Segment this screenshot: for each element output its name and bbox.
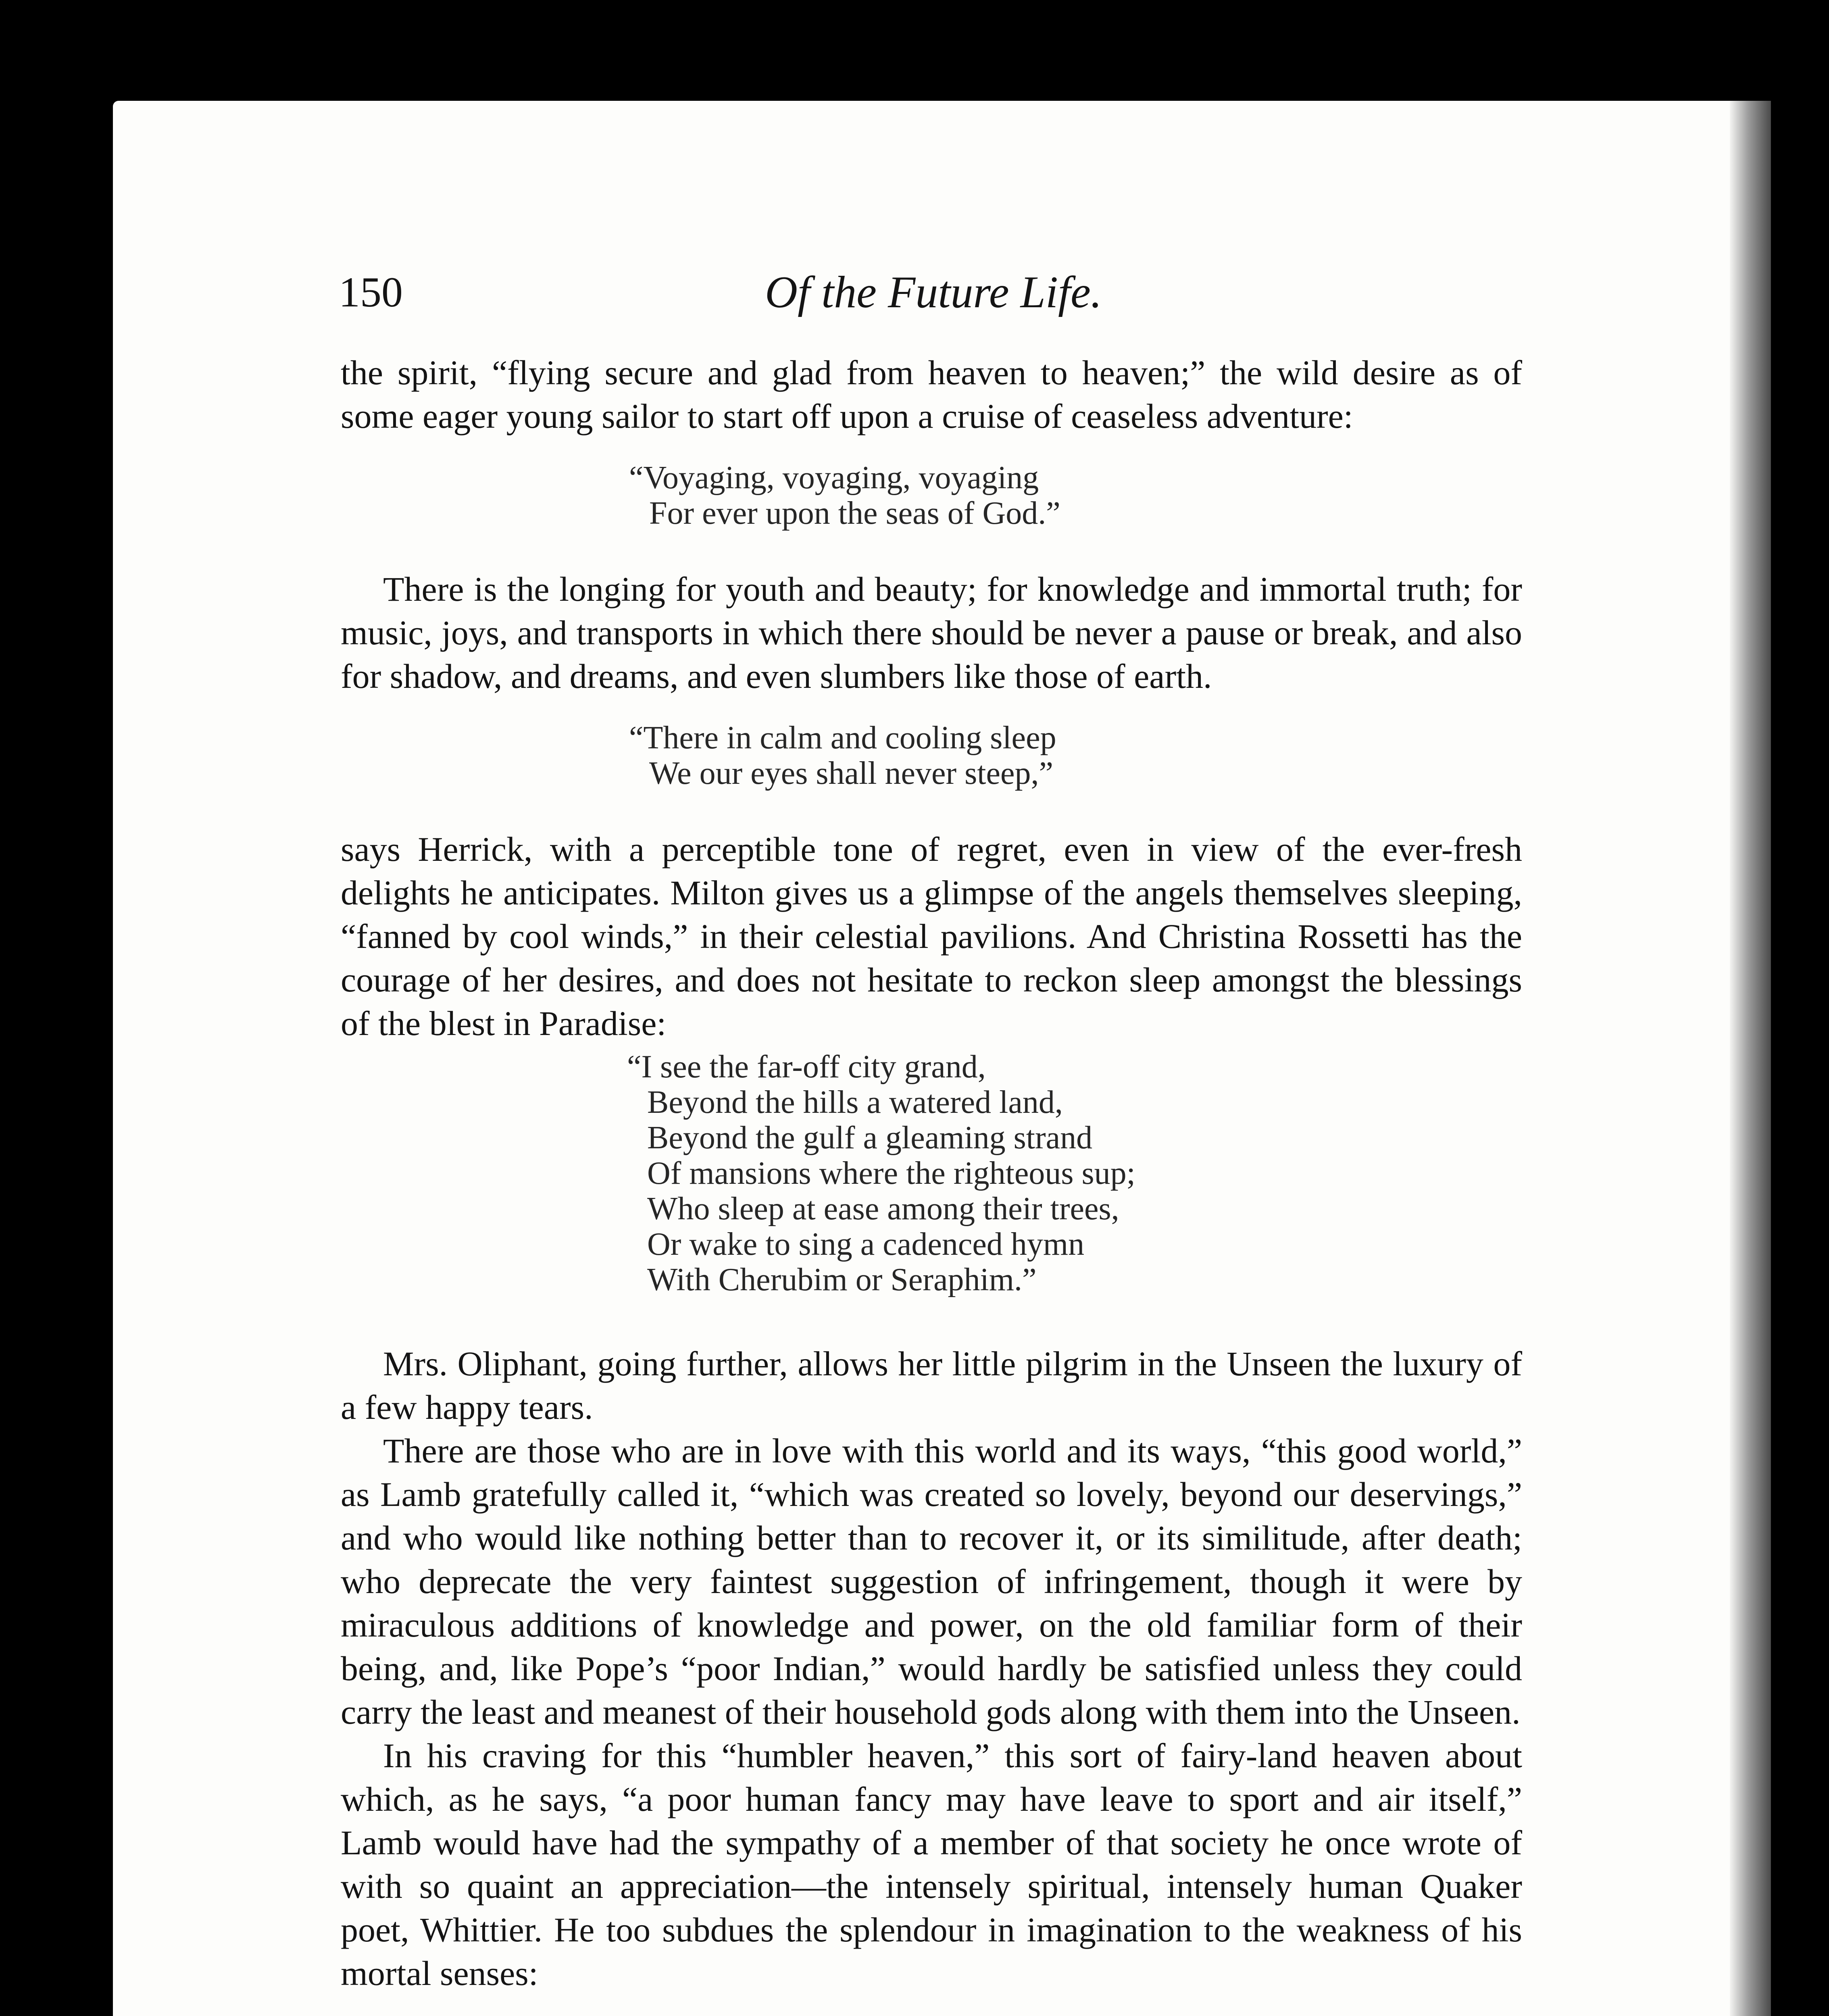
- page-body: [341, 351, 1522, 2016]
- poem-line: Who sleep at ease among their trees,: [647, 1191, 1119, 1227]
- poem-line: Beyond the hills a watered land,: [647, 1085, 1063, 1120]
- paragraph-1: the spirit, “flying secure and glad from heaven to heaven;” the wild desire as of some eager young sailor to start off upon a cruise of ceaseless adventure:: [341, 353, 1522, 435]
- quote-herrick: [629, 720, 1522, 791]
- paragraph-5: There are those who are in love with this world and its ways, “this good world,” as Lamb gratefully called it, “which was created so lovely, beyond our deservings,” and who would like nothing better than to recover it, or its similitude, after death; who deprecate the very faintest suggestion of infringement, though it were by miraculous additions of knowledge and power, on the old familiar form of their being, and, like Pope’s “poor Indian,” would hardly be satisfied unless they could carry the least and meanest of their household gods along with them into the Unseen.: [341, 1431, 1522, 1731]
- page-header: [339, 262, 1528, 323]
- quote-rossetti: [627, 1049, 1522, 1297]
- poem-line: Or wake to sing a cadenced hymn: [647, 1227, 1085, 1262]
- running-title: Of the Future Life.: [765, 267, 1102, 317]
- quote-voyaging: [629, 460, 1522, 531]
- page-edge-shadow: [1730, 101, 1771, 2016]
- poem-line: Of mansions where the righteous sup;: [647, 1156, 1135, 1191]
- poem-line: With Cherubim or Seraphim.”: [647, 1262, 1037, 1297]
- paragraph-3: says Herrick, with a perceptible tone of regret, even in view of the ever-fresh delights he anticipates. Milton gives us a glimpse of the angels themselves sleeping, “fanned by cool winds,” in their celestial pavilions. And Christina Rossetti has the courage of her desires, and does not hesitate to reckon sleep amongst the blessings of the blest in Paradise:: [341, 830, 1522, 1043]
- poem-line: “There in calm and cooling sleep: [629, 720, 1056, 756]
- paragraph-4: Mrs. Oliphant, going further, allows her little pilgrim in the Unseen the luxury of a few happy tears.: [341, 1344, 1522, 1427]
- paragraph-2: There is the longing for youth and beauty; for knowledge and immortal truth; for music, joys, and transports in which there should be never a pause or break, and also for shadow, and dreams, and even slumbers like those of earth.: [341, 570, 1522, 696]
- poem-line: We our eyes shall never steep,”: [649, 756, 1054, 791]
- poem-line: “I see the far-off city grand,: [627, 1049, 986, 1085]
- page-number: 150: [339, 269, 403, 316]
- paragraph-6: In his craving for this “humbler heaven,” this sort of fairy-land heaven about which, as he says, “a poor human fancy may have leave to sport and air itself,” Lamb would have had the sympathy of a member of that society he once wrote of with so quaint an appreciation—the intensely spiritual, intensely human Quaker poet, Whittier. He too subdues the splendour in imagination to the weakness of his mortal senses:: [341, 1736, 1522, 1993]
- poem-line: “Voyaging, voyaging, voyaging: [629, 460, 1039, 496]
- poem-line: For ever upon the seas of God.”: [649, 496, 1060, 531]
- poem-line: Beyond the gulf a gleaming strand: [647, 1120, 1093, 1156]
